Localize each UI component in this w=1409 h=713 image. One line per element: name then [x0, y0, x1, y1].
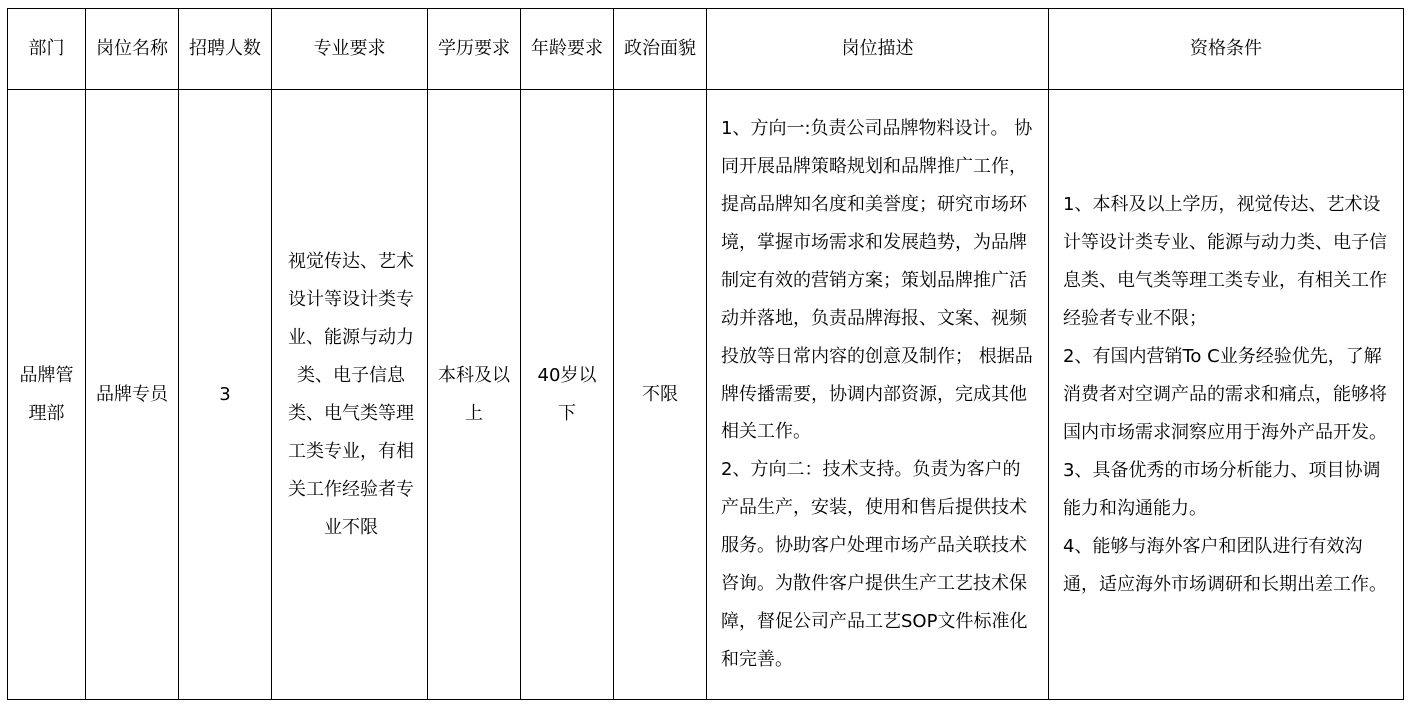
header-age: 年龄要求 [521, 9, 614, 90]
cell-headcount: 3 [179, 90, 272, 700]
description-paragraph: 2、方向二：技术支持。负责为客户的产品生产，安装，使用和售后提供技术服务。协助客户处理市场产品关联技术咨询。为散件客户提供生产工艺技术保障，督促公司产品工艺SOP文件标准化和完善。 [721, 459, 1028, 670]
cell-political: 不限 [614, 90, 707, 700]
header-headcount: 招聘人数 [179, 9, 272, 90]
table-header-row [8, 9, 1404, 90]
description-paragraph: 1、方向一:负责公司品牌物料设计。 协同开展品牌策略规划和品牌推广工作，提高品牌知名度和美誉度；研究市场环境，掌握市场需求和发展趋势，为品牌制定有效的营销方案；策划品牌推广活动并落地，负责品牌海报、文案、视频投放等日常内容的创意及制作； 根据品牌传播需要，协调内部资源，完成其他相关工作。 [721, 118, 1033, 443]
qualification-item: 4、能够与海外客户和团队进行有效沟通，适应海外市场调研和长期出差工作。 [1063, 535, 1387, 595]
qualification-item: 2、有国内营销To C业务经验优先，了解消费者对空调产品的需求和痛点，能够将国内市场需求洞察应用于海外产品开发。 [1063, 345, 1387, 443]
header-department: 部门 [8, 9, 86, 90]
header-description: 岗位描述 [707, 9, 1049, 90]
header-position-name: 岗位名称 [86, 9, 179, 90]
cell-age: 40岁以下 [521, 90, 614, 700]
header-political: 政治面貌 [614, 9, 707, 90]
qualification-item: 3、具备优秀的市场分析能力、项目协调能力和沟通能力。 [1063, 459, 1381, 519]
qualification-item: 1、本科及以上学历，视觉传达、艺术设计等设计类专业、能源与动力类、电子信息类、电气类等理工类专业，有相关工作经验者专业不限； [1063, 193, 1387, 329]
cell-major: 视觉传达、艺术设计等设计类专业、能源与动力类、电子信息类、电气类等理工类专业，有相关工作经验者专业不限 [272, 90, 428, 700]
cell-description [707, 90, 1049, 700]
header-major: 专业要求 [272, 9, 428, 90]
cell-education: 本科及以上 [428, 90, 521, 700]
cell-position-name: 品牌专员 [86, 90, 179, 700]
table-row [8, 90, 1404, 700]
header-qualifications: 资格条件 [1049, 9, 1404, 90]
cell-department: 品牌管理部 [8, 90, 86, 700]
cell-qualifications [1049, 90, 1404, 700]
header-education: 学历要求 [428, 9, 521, 90]
job-posting-table [7, 8, 1404, 700]
